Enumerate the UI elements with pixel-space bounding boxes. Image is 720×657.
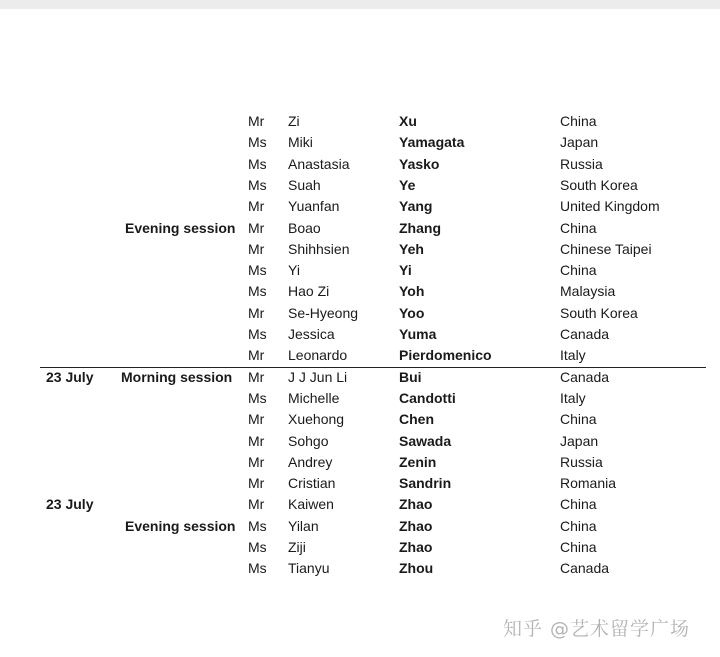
- country-cell: Chinese Taipei: [560, 240, 652, 257]
- last-name-cell: Yamagata: [399, 134, 465, 151]
- table-row: [0, 367, 720, 388]
- table-row: [0, 537, 720, 558]
- title-cell: Ms: [248, 176, 267, 193]
- title-cell: Mr: [248, 496, 265, 513]
- title-cell: Ms: [248, 517, 267, 534]
- title-cell: Mr: [248, 113, 265, 129]
- session-label: Evening session: [125, 219, 236, 236]
- first-name-cell: Zi: [288, 113, 300, 129]
- last-name-cell: Sawada: [399, 432, 452, 449]
- table-row: [0, 494, 720, 515]
- first-name-cell: Ziji: [288, 539, 306, 555]
- title-cell: Mr: [248, 475, 265, 492]
- table-row: [0, 558, 720, 579]
- last-name-cell: Zhao: [399, 517, 433, 534]
- title-cell: Ms: [248, 560, 267, 577]
- first-name-cell: Cristian: [288, 475, 336, 492]
- last-name-cell: Bui: [399, 368, 422, 385]
- country-cell: China: [560, 539, 597, 555]
- table-row: [0, 196, 720, 217]
- title-cell: Mr: [248, 368, 265, 385]
- last-name-cell: Zenin: [399, 453, 437, 470]
- last-name-cell: Zhang: [399, 219, 441, 236]
- table-row: [0, 132, 720, 153]
- date-divider-line: [40, 367, 706, 368]
- title-cell: Ms: [248, 326, 267, 342]
- last-name-cell: Yang: [399, 198, 433, 215]
- country-cell: Russia: [560, 453, 603, 470]
- table-row: [0, 452, 720, 473]
- first-name-cell: Yilan: [288, 517, 319, 534]
- table-row: [0, 239, 720, 260]
- date-label: 23 July: [46, 368, 94, 385]
- last-name-cell: Candotti: [399, 389, 456, 406]
- last-name-cell: Yasko: [399, 155, 440, 172]
- country-cell: China: [560, 262, 597, 279]
- first-name-cell: Michelle: [288, 389, 340, 406]
- first-name-cell: Tianyu: [288, 560, 330, 577]
- last-name-cell: Yoo: [399, 304, 425, 321]
- country-cell: China: [560, 113, 597, 129]
- last-name-cell: Ye: [399, 176, 416, 193]
- title-cell: Ms: [248, 539, 267, 555]
- country-cell: China: [560, 219, 597, 236]
- country-cell: China: [560, 517, 597, 534]
- first-name-cell: Miki: [288, 134, 313, 151]
- table-row: [0, 111, 720, 132]
- title-cell: Mr: [248, 219, 265, 236]
- first-name-cell: Suah: [288, 176, 321, 193]
- country-cell: Italy: [560, 389, 586, 406]
- country-cell: South Korea: [560, 176, 638, 193]
- title-cell: Ms: [248, 283, 267, 300]
- country-cell: Russia: [560, 155, 603, 172]
- country-cell: Japan: [560, 134, 599, 151]
- watermark-text: 知乎 @艺术留学广场: [503, 618, 691, 640]
- country-cell: China: [560, 496, 597, 513]
- first-name-cell: Kaiwen: [288, 496, 334, 513]
- country-cell: South Korea: [560, 304, 638, 321]
- date-label: 23 July: [46, 496, 94, 513]
- title-cell: Mr: [248, 198, 265, 215]
- first-name-cell: J J Jun Li: [288, 368, 348, 385]
- first-name-cell: Hao Zi: [288, 283, 330, 300]
- table-row: [0, 175, 720, 196]
- first-name-cell: Yi: [288, 262, 300, 279]
- last-name-cell: Yuma: [399, 326, 437, 342]
- session-label: Morning session: [121, 368, 233, 385]
- table-row: [0, 516, 720, 537]
- table-row: [0, 409, 720, 430]
- table-row: [0, 218, 720, 239]
- table-row: [0, 303, 720, 324]
- table-row: [0, 388, 720, 409]
- country-cell: United Kingdom: [560, 198, 660, 215]
- last-name-cell: Zhao: [399, 539, 433, 555]
- first-name-cell: Boao: [288, 219, 321, 236]
- last-name-cell: Zhao: [399, 496, 433, 513]
- title-cell: Ms: [248, 389, 267, 406]
- first-name-cell: Andrey: [288, 453, 333, 470]
- title-cell: Ms: [248, 155, 267, 172]
- title-cell: Mr: [248, 411, 265, 428]
- country-cell: Canada: [560, 326, 610, 342]
- session-label: Evening session: [125, 517, 236, 534]
- title-cell: Mr: [248, 304, 265, 321]
- country-cell: Romania: [560, 475, 617, 492]
- title-cell: Mr: [248, 432, 265, 449]
- last-name-cell: Yoh: [399, 283, 425, 300]
- table-row: [0, 281, 720, 302]
- last-name-cell: Xu: [399, 113, 417, 129]
- table-row: [0, 431, 720, 452]
- first-name-cell: Yuanfan: [288, 198, 340, 215]
- table-row: [0, 324, 720, 345]
- country-cell: Malaysia: [560, 283, 616, 300]
- first-name-cell: Shihhsien: [288, 240, 350, 257]
- table-row: [0, 260, 720, 281]
- country-cell: Japan: [560, 432, 599, 449]
- country-cell: Canada: [560, 560, 610, 577]
- country-cell: China: [560, 411, 597, 428]
- first-name-cell: Jessica: [288, 326, 335, 342]
- first-name-cell: Sohgo: [288, 432, 329, 449]
- title-cell: Mr: [248, 240, 265, 257]
- last-name-cell: Chen: [399, 411, 434, 428]
- table-row: [0, 345, 720, 366]
- table-row: [0, 154, 720, 175]
- first-name-cell: Anastasia: [288, 155, 350, 172]
- title-cell: Ms: [248, 134, 267, 151]
- last-name-cell: Yeh: [399, 240, 424, 257]
- first-name-cell: Leonardo: [288, 347, 348, 364]
- last-name-cell: Sandrin: [399, 475, 452, 492]
- last-name-cell: Yi: [399, 262, 412, 279]
- title-cell: Mr: [248, 347, 265, 364]
- title-cell: Ms: [248, 262, 267, 279]
- last-name-cell: Zhou: [399, 560, 434, 577]
- first-name-cell: Xuehong: [288, 411, 345, 428]
- country-cell: Canada: [560, 368, 610, 385]
- country-cell: Italy: [560, 347, 586, 364]
- last-name-cell: Pierdomenico: [399, 347, 492, 364]
- first-name-cell: Se-Hyeong: [288, 304, 359, 321]
- table-row: [0, 473, 720, 494]
- title-cell: Mr: [248, 453, 265, 470]
